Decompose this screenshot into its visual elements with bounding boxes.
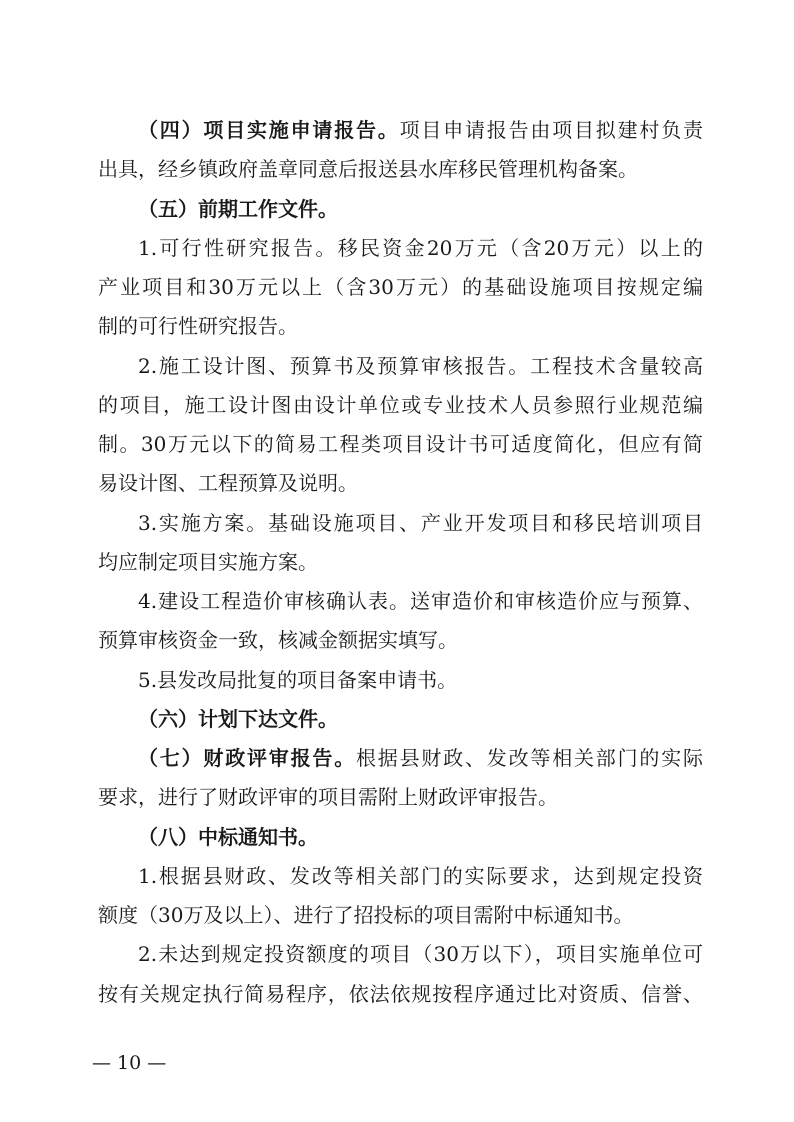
section-8-heading: （八）中标通知书。	[138, 825, 318, 849]
section-4-heading: （四）项目实施申请报告。	[138, 118, 400, 142]
item-8-2-line-2: 按有关规定执行简易程序，依法依规按程序通过比对资质、信誉、	[98, 982, 703, 1006]
section-4-line-2: 出具，经乡镇政府盖章同意后报送县水库移民管理机构备案。	[98, 157, 638, 181]
item-5-2-line-2: 的项目，施工设计图由设计单位或专业技术人员参照行业规范编	[98, 393, 703, 417]
item-5-4-line-1: 4.建设工程造价审核确认表。送审造价和审核造价应与预算、	[138, 589, 703, 613]
section-7-line-1	[138, 744, 703, 772]
section-7-heading: （七）财政评审报告。	[138, 746, 356, 770]
section-4-text: 项目申请报告由项目拟建村负责	[399, 118, 703, 142]
section-7-text: 根据县财政、发改等相关部门的实际	[356, 746, 703, 770]
section-5-heading: （五）前期工作文件。	[138, 197, 338, 221]
item-8-1-line-1: 1.根据县财政、发改等相关部门的实际要求，达到规定投资	[138, 864, 703, 888]
item-5-2-line-3: 制。30万元以下的简易工程类项目设计书可适度简化，但应有简	[98, 432, 703, 456]
section-7-line-2: 要求，进行了财政评审的项目需附上财政评审报告。	[98, 785, 558, 809]
item-8-2-line-1: 2.未达到规定投资额度的项目（30万以下），项目实施单位可	[138, 942, 703, 966]
item-5-2-line-4: 易设计图、工程预算及说明。	[98, 471, 358, 495]
item-5-1-line-3: 制的可行性研究报告。	[98, 314, 298, 338]
item-5-1-line-2: 产业项目和30万元以上（含30万元）的基础设施项目按规定编	[98, 275, 703, 299]
section-6-heading: （六）计划下达文件。	[138, 707, 338, 731]
item-5-5-line-1: 5.县发改局批复的项目备案申请书。	[138, 668, 458, 692]
page-number: — 10 —	[92, 1052, 167, 1074]
item-5-2-line-1: 2.施工设计图、预算书及预算审核报告。工程技术含量较高	[138, 354, 703, 378]
item-8-1-line-2: 额度（30万及以上）、进行了招投标的项目需附中标通知书。	[98, 903, 634, 927]
item-5-4-line-2: 预算审核资金一致，核减金额据实填写。	[98, 628, 458, 652]
section-4-line-1	[138, 116, 703, 144]
item-5-1-line-1: 1.可行性研究报告。移民资金20万元（含20万元）以上的	[138, 236, 703, 260]
item-5-3-line-2: 均应制定项目实施方案。	[98, 550, 318, 574]
item-5-3-line-1: 3.实施方案。基础设施项目、产业开发项目和移民培训项目	[138, 511, 703, 535]
